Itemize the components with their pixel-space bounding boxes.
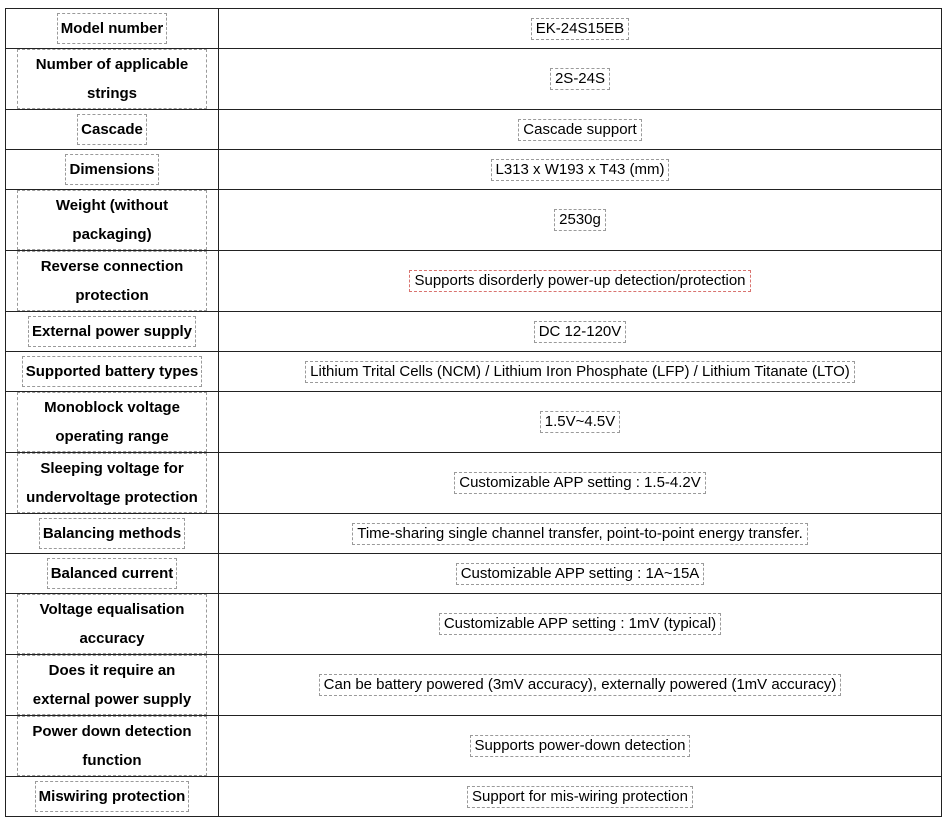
row-value: Time-sharing single channel transfer, point-to-point energy transfer. [352, 523, 808, 545]
row-label: Balancing methods [39, 518, 185, 549]
row-label: Power down detection function [17, 716, 207, 776]
table-row [6, 110, 942, 150]
row-label: Miswiring protection [35, 781, 190, 812]
row-label: Weight (without packaging) [17, 190, 207, 250]
row-label: Supported battery types [22, 356, 203, 387]
table-row [6, 251, 942, 312]
row-label: Reverse connection protection [17, 251, 207, 311]
row-label: Monoblock voltage operating range [17, 392, 207, 452]
spec-table [5, 8, 942, 817]
row-value: 1.5V~4.5V [540, 411, 620, 433]
row-value: Customizable APP setting : 1mV (typical) [439, 613, 721, 635]
row-label: Sleeping voltage for undervoltage protection [17, 453, 207, 513]
table-row [6, 554, 942, 594]
table-row [6, 9, 942, 49]
row-label: Dimensions [65, 154, 158, 185]
row-label: Voltage equalisation accuracy [17, 594, 207, 654]
row-value: Support for mis-wiring protection [467, 786, 693, 808]
row-value: Supports power-down detection [470, 735, 691, 757]
table-row [6, 352, 942, 392]
table-row [6, 453, 942, 514]
table-row [6, 777, 942, 817]
row-label: Balanced current [47, 558, 178, 589]
row-value: Customizable APP setting : 1.5-4.2V [454, 472, 706, 494]
row-value: DC 12-120V [534, 321, 627, 343]
row-value: Lithium Trital Cells (NCM) / Lithium Iron Phosphate (LFP) / Lithium Titanate (LTO) [305, 361, 855, 383]
row-value: Cascade support [518, 119, 641, 141]
row-label: Does it require an external power supply [17, 655, 207, 715]
row-value: Can be battery powered (3mV accuracy), externally powered (1mV accuracy) [319, 674, 842, 696]
table-row [6, 594, 942, 655]
row-value: Customizable APP setting : 1A~15A [456, 563, 705, 585]
row-label: External power supply [28, 316, 196, 347]
table-row [6, 655, 942, 716]
table-row [6, 312, 942, 352]
table-row [6, 392, 942, 453]
row-value: L313 x W193 x T43 (mm) [491, 159, 670, 181]
table-row [6, 514, 942, 554]
row-value: Supports disorderly power-up detection/protection [409, 270, 750, 292]
row-label: Cascade [77, 114, 147, 145]
row-value: 2S-24S [550, 68, 610, 90]
table-row [6, 716, 942, 777]
table-row [6, 150, 942, 190]
table-row [6, 49, 942, 110]
row-label: Model number [57, 13, 168, 44]
row-label: Number of applicable strings [17, 49, 207, 109]
row-value: 2530g [554, 209, 606, 231]
table-row [6, 190, 942, 251]
row-value: EK-24S15EB [531, 18, 629, 40]
